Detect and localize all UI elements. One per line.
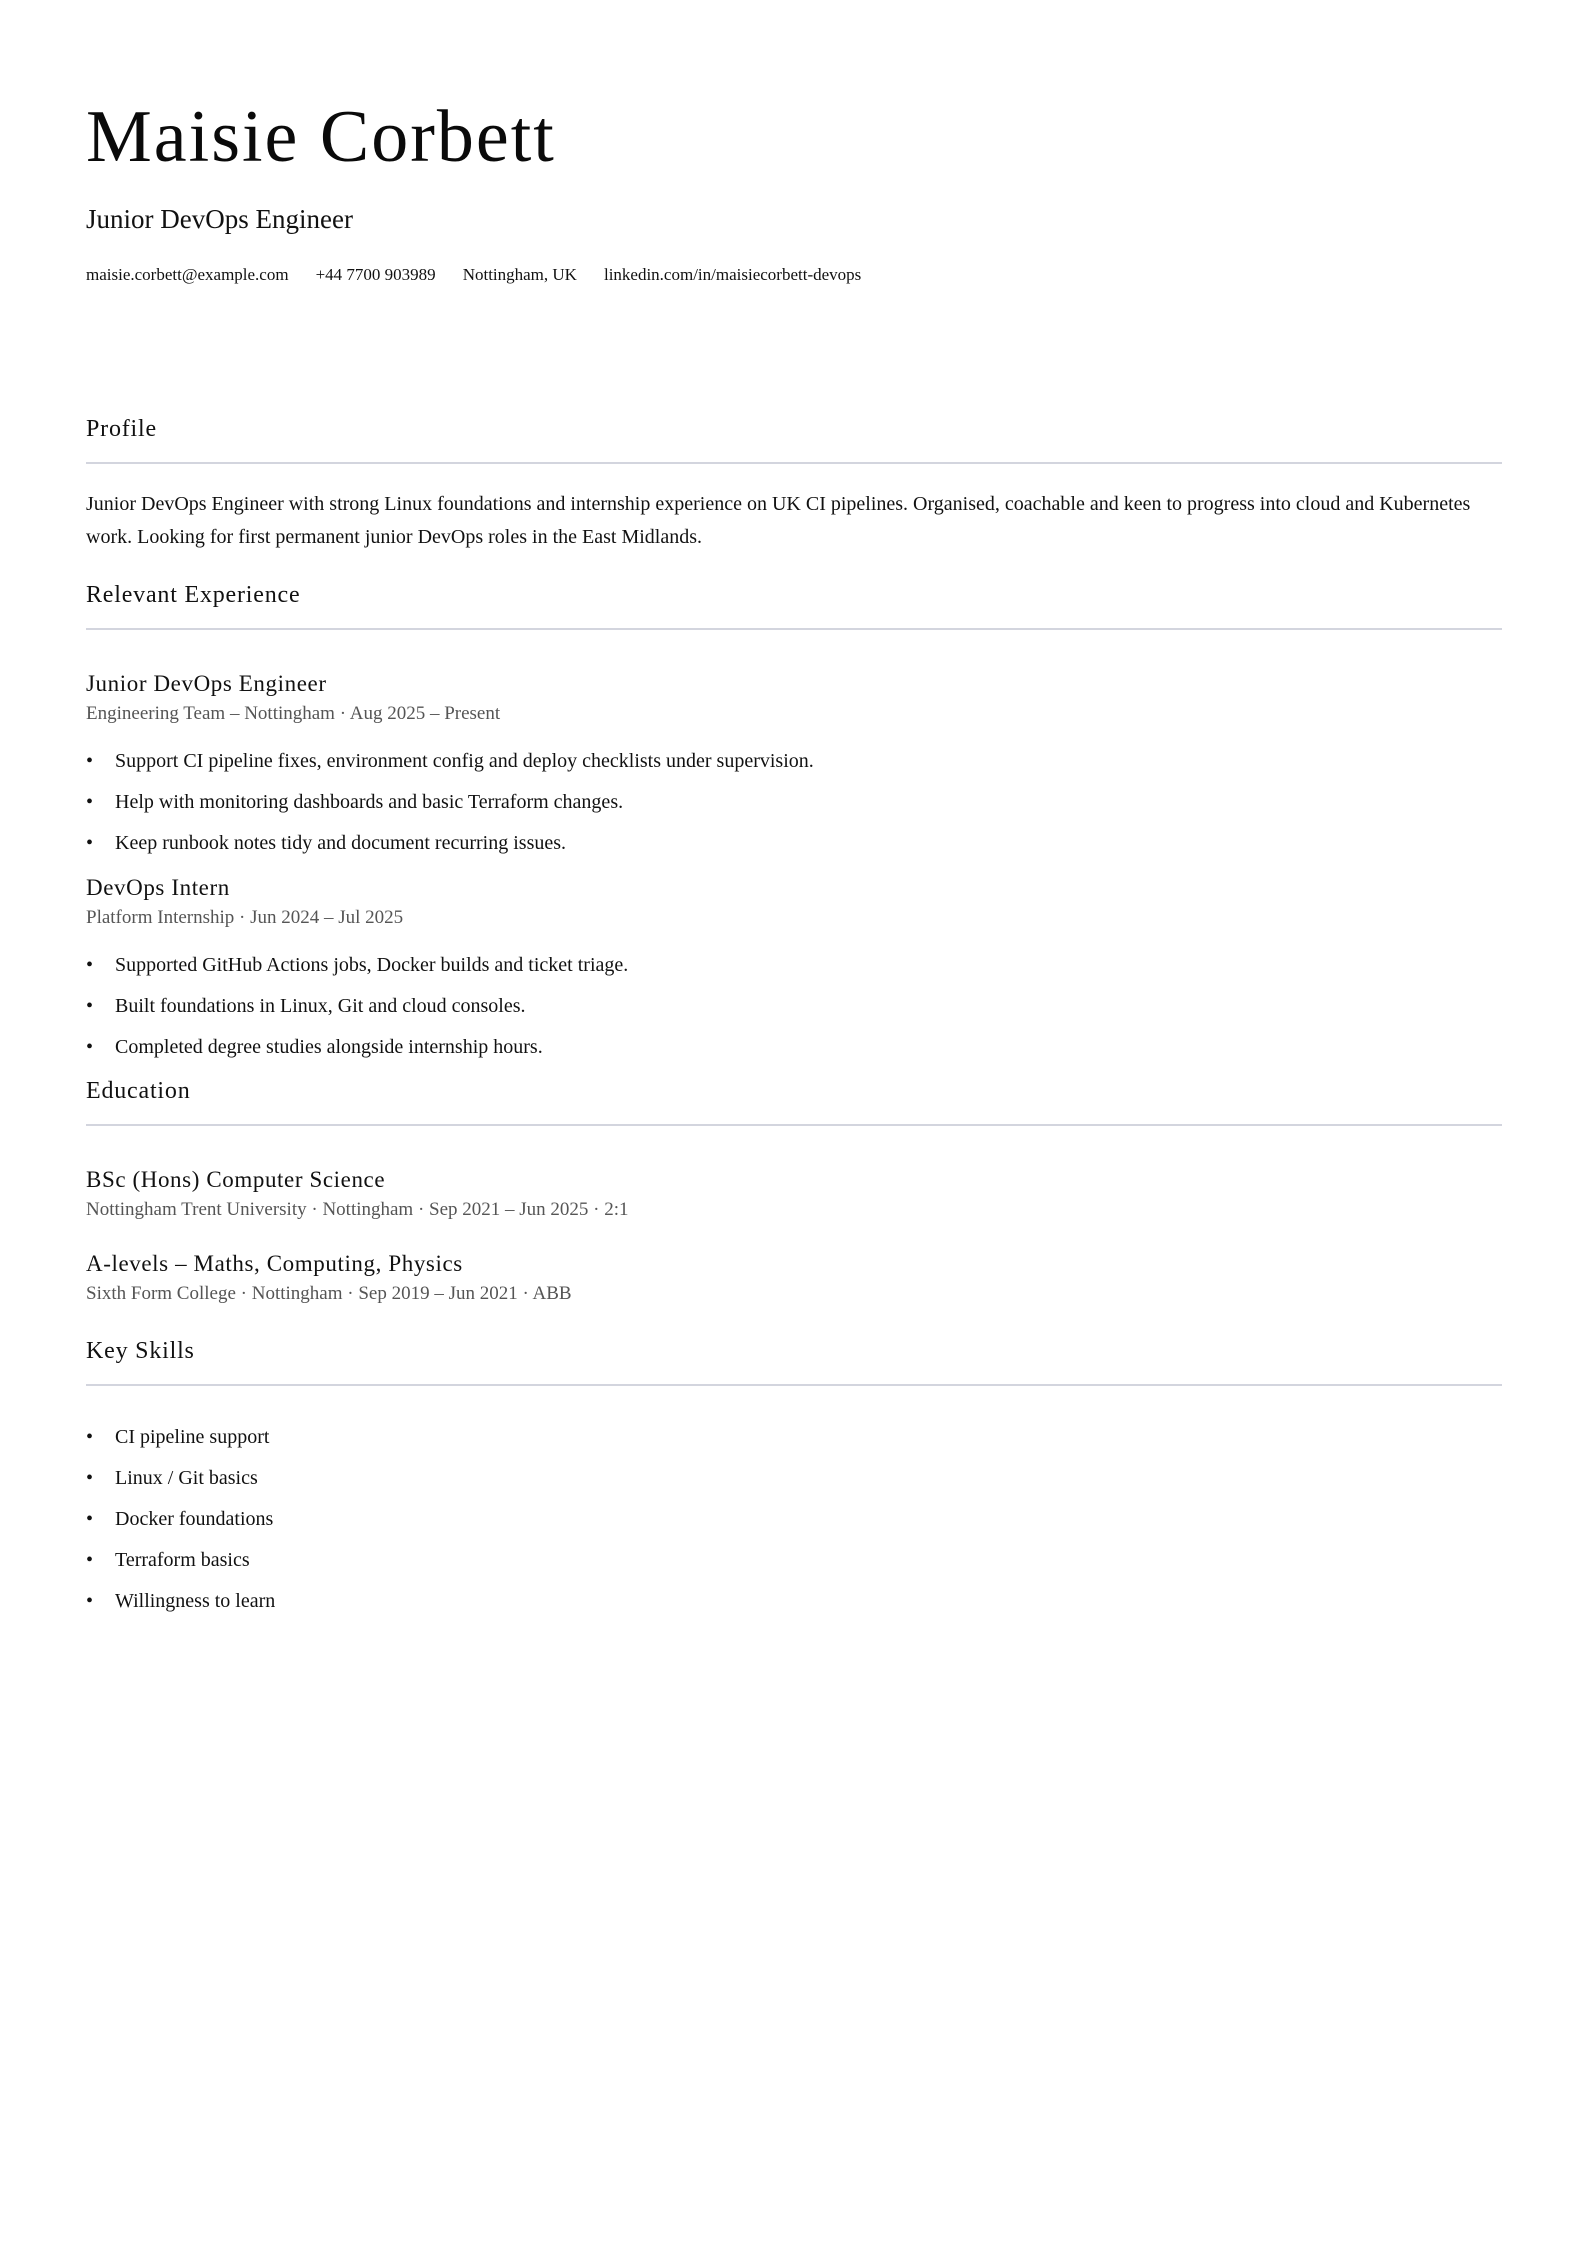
contact-bar: [86, 264, 1502, 286]
education-entry: [86, 1166, 1502, 1222]
skills-section: [86, 1336, 1502, 1614]
experience-heading: Relevant Experience: [86, 580, 1502, 630]
bullet-glyph: •: [86, 995, 94, 1017]
job-bullet-text: Help with monitoring dashboards and basic Terraform changes.: [115, 791, 624, 813]
job-bullet-text: Completed degree studies alongside internship hours.: [115, 1036, 543, 1058]
bullet-glyph: •: [86, 1036, 94, 1058]
job-bullet: [86, 830, 1502, 856]
skill-text: Terraform basics: [115, 1549, 250, 1571]
bullet-glyph: •: [86, 832, 94, 854]
skill-item: [86, 1588, 1502, 1614]
job-entry: [86, 670, 1502, 856]
contact-phone[interactable]: +44 7700 903989: [315, 265, 436, 284]
skill-item: [86, 1465, 1502, 1491]
profile-section: [86, 414, 1502, 554]
profile-summary: Junior DevOps Engineer with strong Linux foundations and internship experience on UK CI pipelines. Organised, coachable and keen to progress into cloud and Kubernetes work. Looking for first permanent junior DevOps roles in the East Midlands.: [86, 493, 1471, 548]
skill-text: Docker foundations: [115, 1508, 274, 1530]
job-bullet-text: Built foundations in Linux, Git and cloud consoles.: [115, 995, 526, 1017]
education-heading: Education: [86, 1076, 1502, 1126]
job-meta: Platform Internship · Jun 2024 – Jul 2025: [86, 907, 404, 928]
education-entry: [86, 1250, 1502, 1306]
skills-heading: Key Skills: [86, 1336, 1502, 1386]
bullet-glyph: •: [86, 791, 94, 813]
job-bullet: [86, 748, 1502, 774]
bullet-glyph: •: [86, 1467, 94, 1489]
experience-section: [86, 580, 1502, 1060]
bullet-glyph: •: [86, 1508, 94, 1530]
job-bullets: [86, 748, 1502, 856]
bullet-glyph: •: [86, 750, 94, 772]
candidate-title: Junior DevOps Engineer: [86, 204, 353, 234]
job-title: Junior DevOps Engineer: [86, 671, 327, 696]
education-section: [86, 1076, 1502, 1306]
skill-item: [86, 1424, 1502, 1450]
skill-text: Willingness to learn: [115, 1590, 276, 1612]
bullet-glyph: •: [86, 1549, 94, 1571]
skill-text: Linux / Git basics: [115, 1467, 258, 1489]
contact-location: Nottingham, UK: [462, 265, 577, 284]
job-bullet-text: Keep runbook notes tidy and document recurring issues.: [115, 832, 567, 854]
profile-heading: Profile: [86, 414, 1502, 464]
skill-item: [86, 1506, 1502, 1532]
bullet-glyph: •: [86, 1590, 94, 1612]
job-bullet-text: Support CI pipeline fixes, environment config and deploy checklists under supervision.: [115, 750, 814, 772]
job-bullet: [86, 789, 1502, 815]
job-bullets: [86, 952, 1502, 1060]
education-meta: Sixth Form College · Nottingham · Sep 2019 – Jun 2021 · ABB: [86, 1283, 572, 1304]
job-bullet: [86, 1034, 1502, 1060]
job-meta: Engineering Team – Nottingham · Aug 2025 – Present: [86, 703, 501, 724]
skills-list: [86, 1424, 1502, 1614]
bullet-glyph: •: [86, 1426, 94, 1448]
skill-item: [86, 1547, 1502, 1573]
skill-text: CI pipeline support: [115, 1426, 270, 1448]
job-title: DevOps Intern: [86, 875, 230, 900]
contact-linkedin[interactable]: linkedin.com/in/maisiecorbett-devops: [603, 265, 862, 284]
contact-email[interactable]: maisie.corbett@example.com: [86, 265, 289, 284]
candidate-name: Maisie Corbett: [86, 96, 556, 178]
job-bullet: [86, 952, 1502, 978]
job-entry: [86, 874, 1502, 1060]
education-title: BSc (Hons) Computer Science: [86, 1167, 386, 1192]
job-bullet: [86, 993, 1502, 1019]
education-meta: Nottingham Trent University · Nottingham · Sep 2021 – Jun 2025 · 2:1: [86, 1199, 629, 1220]
bullet-glyph: •: [86, 954, 94, 976]
job-bullet-text: Supported GitHub Actions jobs, Docker builds and ticket triage.: [115, 954, 629, 976]
education-title: A-levels – Maths, Computing, Physics: [86, 1251, 463, 1276]
